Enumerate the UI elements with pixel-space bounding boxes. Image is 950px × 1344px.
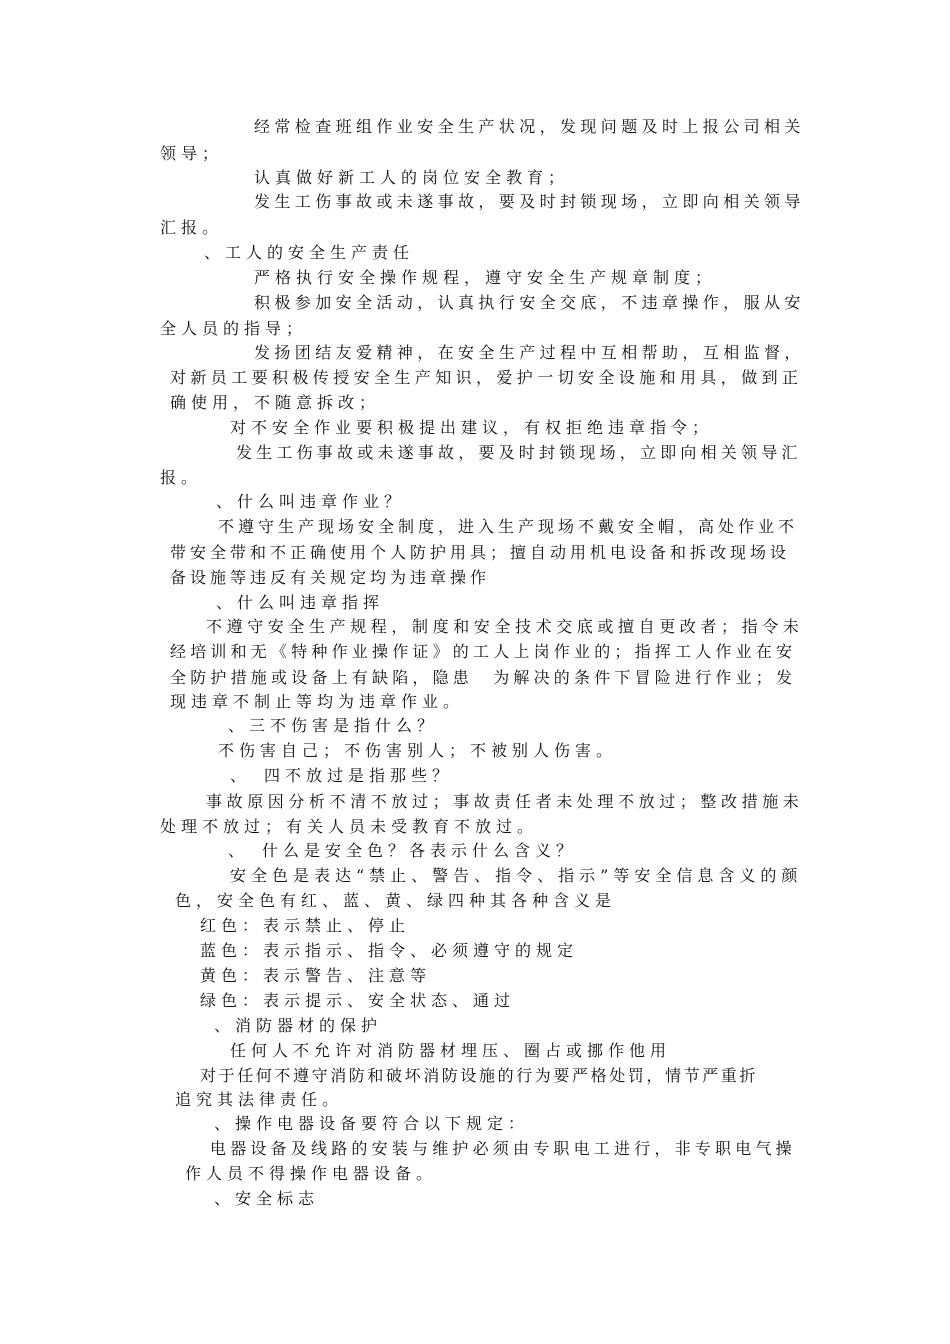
text-line: 全防护措施或设备上有缺陷，隐患 为解决的条件下冒险进行作业；发 <box>170 668 797 687</box>
text-line: 对新员工要积极传授安全生产知识，爱护一切安全设施和用具，做到正 <box>170 368 803 387</box>
text-line: 发扬团结友爱精神，在安全生产过程中互相帮助，互相监督， <box>254 343 805 362</box>
text-line: 追究其法律责任。 <box>175 1090 344 1109</box>
text-line: 任何人不允许对消防器材埋压、圈占或挪作他用 <box>230 1041 672 1060</box>
text-line: 对不安全作业要积极提出建议，有权拒绝违章指令； <box>230 418 714 437</box>
text-line: 安全色是表达“禁止、警告、指令、指示”等安全信息含义的颜 <box>230 866 803 885</box>
text-line: 发生工伤事故或未遂事故，要及时封锁现场，立即向相关领导汇 <box>236 443 802 462</box>
section-heading: 、 四不放过是指那些？ <box>230 766 454 785</box>
text-line: 红色：表示禁止、停止 <box>200 916 411 935</box>
text-line: 发生工伤事故或未遂事故，要及时封锁现场，立即向相关领导 <box>254 192 805 211</box>
section-heading: 、消防器材的保护 <box>214 1016 383 1035</box>
text-line: 认真做好新工人的岗位安全教育； <box>254 168 570 187</box>
section-heading: 、什么叫违章指挥 <box>216 593 385 612</box>
text-line: 现违章不制止等均为违章作业。 <box>170 692 465 711</box>
section-heading: 、什么叫违章作业？ <box>216 492 406 511</box>
text-line: 报。 <box>160 468 203 487</box>
section-heading: 、操作电器设备要符合以下规定： <box>214 1114 530 1133</box>
section-heading: 、三不伤害是指什么？ <box>228 716 439 735</box>
text-line: 经常检查班组作业安全生产状况，发现问题及时上报公司相关 <box>254 117 805 136</box>
text-line: 不遵守生产现场安全制度，进入生产现场不戴安全帽，高处作业不 <box>218 517 799 536</box>
text-line: 作人员不得操作电器设备。 <box>185 1164 438 1183</box>
text-line: 蓝色：表示指示、指令、必须遵守的规定 <box>200 941 579 960</box>
text-line: 严格执行安全操作规程，遵守安全生产规章制度； <box>254 268 717 287</box>
section-heading: 、工人的安全生产责任 <box>204 243 415 262</box>
text-line: 色，安全色有红、蓝、黄、绿四种其各种含义是 <box>175 891 617 910</box>
text-line: 不伤害自己；不伤害别人；不被别人伤害。 <box>218 741 618 760</box>
text-line: 积极参加安全活动，认真执行安全交底，不违章操作，服从安 <box>254 293 805 312</box>
text-line: 带安全带和不正确使用个人防护用具；擅自动用机电设备和拆改现场设 <box>170 543 791 562</box>
text-line: 领导； <box>160 144 224 163</box>
section-heading: 、安全标志 <box>214 1189 320 1208</box>
text-line: 电器设备及线路的安装与维护必须由专职电工进行，非专职电气操 <box>210 1139 796 1158</box>
text-line: 备设施等违反有关规定均为违章操作 <box>170 568 491 587</box>
text-line: 对于任何不遵守消防和破坏消防设施的行为要严格处罚，情节严重折 <box>200 1066 759 1085</box>
text-line: 汇报。 <box>160 218 224 237</box>
text-line: 不遵守安全生产规程，制度和安全技术交底或擅自更改者；指令未 <box>206 617 804 636</box>
text-line: 事故原因分析不清不放过；事故责任者未处理不放过；整改措施未 <box>206 792 804 811</box>
text-line: 经培训和无《特种作业操作证》的工人上岗作业的；指挥工人作业在安 <box>170 642 797 661</box>
text-line: 全人员的指导； <box>160 319 308 338</box>
text-line: 确使用，不随意拆改； <box>170 393 381 412</box>
section-heading: 、 什么是安全色？各表示什么含义？ <box>228 841 578 860</box>
text-line: 绿色：表示提示、安全状态、通过 <box>200 991 516 1010</box>
text-line: 处理不放过；有关人员未受教育不放过。 <box>160 817 539 836</box>
text-line: 黄色：表示警告、注意等 <box>200 966 432 985</box>
